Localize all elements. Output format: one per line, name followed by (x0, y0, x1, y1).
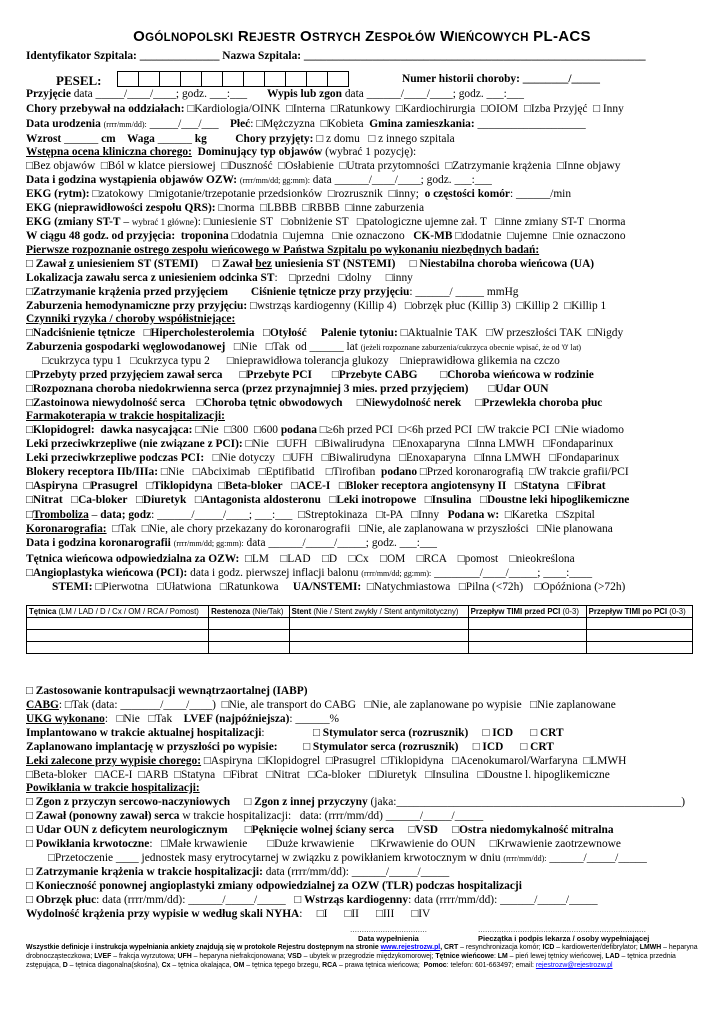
table-header-3: Przepływ TIMI przed PCI (0-3) (468, 606, 586, 618)
table-cell[interactable] (27, 642, 209, 654)
form-line-24[interactable]: □Rozpoznana choroba niedokrwienna serca (przez przynajmniej 3 mies. przed przyjęciem) □Udar OUN (26, 383, 549, 395)
form-line-54[interactable]: □ Obrzęk płuc: data (rrrr/mm/dd): ______/_____/_____ □ Wstrząs kardiogenny: data (rrrr/mm/dd): ______/_____/_____ (26, 894, 598, 906)
table-cell[interactable] (209, 642, 290, 654)
form-line-20[interactable]: □Nadciśnienie tętnicze □Hipercholesterolemia □Otyłość Palenie tytoniu: □Aktualnie TAK □W przeszłości TAK □Nigdy (26, 327, 624, 339)
form-line-44[interactable]: Leki zalecone przy wypisie chorego: □Aspiryna □Klopidogrel □Prasugrel □Tiklopidyna □Acenokumarol/Warfaryna □LMWH (26, 755, 627, 767)
fill-date-label: Data wypełnienia (358, 934, 419, 943)
form-line-41[interactable]: UKG wykonano: □Nie □Tak LVEF (najpóźniejsza): ______% (26, 713, 340, 725)
table-cell[interactable] (468, 618, 586, 630)
form-line-53[interactable]: □ Konieczność ponownej angioplastyki zmiany odpowiedzialnej za OZW (TLR) podczas hospitalizacji (26, 880, 522, 892)
form-line-40[interactable]: CABG: □Tak (data: _______/____/____) □Nie, ale transport do CABG □Nie, ale zaplanowane po wypisie □Nie zaplanowane (26, 699, 616, 711)
date-signature-line: …………………………… (350, 926, 427, 934)
form-line-5[interactable]: Data urodzenia (rrrr/mm/dd): _____/___/___ Płeć: □Mężczyzna □Kobieta Gmina zamieszkania: ___________________ (26, 118, 586, 130)
table-cell[interactable] (586, 630, 692, 642)
form-line-17[interactable]: □Zatrzymanie krążenia przed przyjęciem Ciśnienie tętnicze przy przyjęciu: ______/ _____ mmHg (26, 286, 519, 298)
form-line-22[interactable]: □cukrzyca typu 1 □cukrzyca typu 2 □nieprawidłowa tolerancja glukozy □nieprawidłowa glikemia na czczo (42, 355, 560, 367)
table-cell[interactable] (289, 618, 468, 630)
form-line-7[interactable]: Wstępna ocena kliniczna chorego: Dominujący typ objawów (wybrać 1 pozycję): (26, 146, 417, 158)
form-line-27[interactable]: □Klopidogrel: dawka nasycająca: □Nie □300 □600 podana □≥6h przed PCI □<6h przed PCI □W trakcie PCI □Nie wiadomo (26, 424, 624, 436)
form-line-14[interactable]: Pierwsze rozpoznanie ostrego zespołu wieńcowego w Państwa Szpitalu po wykonaniu niezbędnych badań: (26, 244, 540, 256)
form-line-23[interactable]: □Przebyty przed przyjęciem zawał serca □Przebyte PCI □Przebyte CABG □Choroba wieńcowa w rodzinie (26, 369, 594, 381)
form-line-31[interactable]: □Aspiryna □Prasugrel □Tiklopidyna □Beta-bloker □ACE-I □Bloker receptora angiotensyny II □Statyna □Fibrat (26, 480, 606, 492)
form-line-33[interactable]: □Tromboliza – data; godz: ______/_____/____; ___:___ □Streptokinaza □t-PA □Inny Podana w: □Karetka □Szpital (26, 509, 595, 521)
stamp-signature-label: Pieczątka i podpis lekarza / osoby wypełniającej (478, 934, 650, 943)
table-header-0: Tętnica (LM / LAD / D / Cx / OM / RCA / Pomost) (27, 606, 209, 618)
form-line-15[interactable]: □ Zawał z uniesieniem ST (STEMI) □ Zawał bez uniesienia ST (NSTEMI) □ Niestabilna choroba wieńcowa (UA) (26, 258, 595, 270)
form-line-26[interactable]: Farmakoterapia w trakcie hospitalizacji: (26, 410, 225, 422)
table-row[interactable] (27, 618, 693, 630)
form-line-29[interactable]: Leki przeciwkrzepliwe podczas PCI: □Nie dotyczy □UFH □Biwalirudyna □Enoxaparyna □Inna LMWH □Fondaparinux (26, 452, 620, 464)
form-line-3[interactable]: Przyjęcie data _____/____/____; godz. ___:___ Wypis lub zgon data ______/____/____; godz. ___:___ (26, 88, 524, 100)
form-line-11[interactable]: EKG (nieprawidłowości zespołu QRS): □norma □LBBB □RBBB □inne zaburzenia (26, 202, 425, 214)
form-line-55[interactable]: Wydolność krążenia przy wypisie w według skali NYHA: □I □II □III □IV (26, 908, 431, 920)
table-header-2: Stent (Nie / Stent zwykły / Stent antymitotyczny) (289, 606, 468, 618)
form-line-13[interactable]: W ciągu 48 godz. od przyjęcia: troponina □dodatnia □ujemna □nie oznaczono CK-MB □dodatnie □ujemne □nie oznaczono (26, 230, 626, 242)
form-line-42[interactable]: Implantowano w trakcie aktualnej hospitalizacji: □ Stymulator serca (rozrusznik) □ ICD □ CRT (26, 727, 564, 739)
table-row[interactable] (27, 630, 693, 642)
pci-vessel-table (26, 605, 693, 654)
form-line-4[interactable]: Chory przebywał na oddziałach: □Kardiologia/OINK □Interna □Ratunkowy □Kardiochirurgia □OIOM □Izba Przyjęć □ Inny (26, 103, 624, 115)
form-line-25[interactable]: □Zastoinowa niewydolność serca □Choroba tętnic obwodowych □Niewydolność nerek □Przewlekła choroba płuc (26, 397, 603, 409)
table-cell[interactable] (586, 642, 692, 654)
form-line-19[interactable]: Czynniki ryzyka / choroby współistniejące: (26, 313, 236, 325)
form-line-16[interactable]: Lokalizacja zawału serca z uniesieniem odcinka ST: □przedni □dolny □inny (26, 272, 413, 284)
form-line-2[interactable]: Numer historii choroby: ________/_____ (402, 73, 600, 85)
form-line-45[interactable]: □Beta-bloker □ACE-I □ARB □Statyna □Fibrat □Nitrat □Ca-bloker □Diuretyk □Insulina □Doustne l. hipoglikemiczne (26, 769, 610, 781)
form-line-35[interactable]: Data i godzina koronarografii (rrrr/mm/dd; gg:mm): data ______/_____/_____; godz. ___:___ (26, 537, 437, 549)
form-line-43[interactable]: Zaplanowano implantację w przyszłości po wypisie: □ Stymulator serca (rozrusznik) □ ICD □ CRT (26, 741, 554, 753)
form-line-48[interactable]: □ Zawał (ponowny zawał) serca w trakcie hospitalizacji: data: (rrrr/mm/dd) ______/_____/_____ (26, 810, 484, 822)
form-line-37[interactable]: □Angioplastyka wieńcowa (PCI): data i godz. pierwszej inflacji balonu (rrrr/mm/dd; gg:mm): ________/____/_____; ____:____ (26, 567, 593, 579)
form-title: OGÓLNOPOLSKI REJESTR OSTRYCH ZESPOŁÓW WIEŃCOWYCH PL-ACS (133, 28, 591, 45)
form-line-38[interactable]: STEMI: □Pierwotna □Ułatwiona □Ratunkowa UA/NSTEMI: □Natychmiastowa □Pilna (<72h) □Opóźniona (>72h) (52, 581, 626, 593)
stamp-signature-line: ……………………………………………………………… (478, 926, 646, 934)
form-line-50[interactable]: □ Powikłania krwotoczne: □Małe krwawienie □Duże krwawienie □Krwawienie do OUN □Krwawienie zaotrzewnowe (26, 838, 621, 850)
form-line-47[interactable]: □ Zgon z przyczyn sercowo-naczyniowych □ Zgon z innej przyczyny (jaka:__________________________________________________) (26, 796, 685, 808)
table-cell[interactable] (209, 618, 290, 630)
table-cell[interactable] (27, 618, 209, 630)
table-cell[interactable] (27, 630, 209, 642)
table-cell[interactable] (468, 630, 586, 642)
table-cell[interactable] (586, 618, 692, 630)
form-line-49[interactable]: □ Udar OUN z deficytem neurologicznym □Pęknięcie wolnej ściany serca □VSD □Ostra niedomykalność mitralna (26, 824, 614, 836)
table-header-1: Restenoza (Nie/Tak) (209, 606, 290, 618)
form-line-8[interactable]: □Bez objawów □Ból w klatce piersiowej □Duszność □Osłabienie □Utrata przytomności □Zatrzymanie krążenia □Inne objawy (26, 160, 621, 172)
form-line-52[interactable]: □ Zatrzymanie krążenia w trakcie hospitalizacji: data (rrrr/mm/dd): ______/_____/_____ (26, 866, 450, 878)
form-line-39[interactable]: □ Zastosowanie kontrapulsacji wewnątrzaortalnej (IABP) (26, 685, 308, 697)
form-line-12[interactable]: EKG (zmiany ST-T – wybrać 1 główne): □uniesienie ST □obniżenie ST □patologiczne ujemne zał. T □inne zmiany ST-T □norma (26, 216, 626, 228)
form-line-10[interactable]: EKG (rytm): □zatokowy □migotanie/trzepotanie przedsionków □rozrusznik □inny; o częstości komór: ______/min (26, 188, 572, 200)
table-cell[interactable] (468, 642, 586, 654)
table-row[interactable] (27, 642, 693, 654)
table-cell[interactable] (289, 642, 468, 654)
form-line-21[interactable]: Zaburzenia gospodarki węglowodanowej □Nie □Tak od ______ lat (jeżeli rozpoznane zaburzenia/cukrzyca obecnie wpisać, że od '0' lat) (26, 341, 582, 353)
pesel-label: PESEL: (56, 73, 102, 88)
form-line-32[interactable]: □Nitrat □Ca-bloker □Diuretyk □Antagonista aldosteronu □Leki inotropowe □Insulina □Doustne leki hipoglikemiczne (26, 494, 630, 506)
form-line-1[interactable]: Identyfikator Szpitala: ______________ Nazwa Szpitala: ____________________________________________________________ (26, 50, 646, 62)
form-line-51[interactable]: □Przetoczenie ____ jednostek masy erytrocytarnej w związku z powikłaniem krwotocznym w dniu (rrrr/mm/dd): ______/_____/_____ (48, 852, 647, 864)
form-line-34[interactable]: Koronarografia: □Tak □Nie, ale chory przekazany do koronarografii □Nie, ale zaplanowana w przyszłości □Nie planowana (26, 523, 613, 535)
table-cell[interactable] (289, 630, 468, 642)
form-line-30[interactable]: Blokery receptora IIb/IIIa: □Nie □Abciximab □Eptifibatid □Tirofiban podano □Przed koronarografią □W trakcie grafii/PCI (26, 466, 629, 478)
footer-definitions: Wszystkie definicje i instrukcja wypełniania ankiety znajdują się w protokole Rejestru dostępnym na stronie www.rejestrozw.pl, CRT – resynchronizacja komór; ICD – kardiowerter/defibrylator; LMWH – heparyna drobnocząsteczkowa; LVEF – frakcja wyrzutowa; UFH – heparyna niefrakcjonowana; VSD – ubytek w przegrodzie międzykomorowej; Tętnice wieńcowe: LM – pień lewej tętnicy wieńcowej, LAD – tętnica przednia zstępująca, D – tętnica diagonalna(skośna), Cx – tętnica okalająca, OM – tętnica tępego brzegu, RCA – prawa tętnica wieńcowa; Pomoc: telefon: 601-663497; email: rejestrozw@rejestrozw.pl (26, 944, 698, 969)
form-line-9[interactable]: Data i godzina wystąpienia objawów OZW: (rrrr/mm/dd; gg:mm): data ______/____/____; godz. ___:___ (26, 174, 492, 186)
form-line-6[interactable]: Wzrost ______ cm Waga ______ kg Chory przyjęty: □ z domu □ z innego szpitala (26, 133, 455, 145)
table-header-4: Przepływ TIMI po PCI (0-3) (586, 606, 692, 618)
form-line-18[interactable]: Zaburzenia hemodynamiczne przy przyjęciu: □wstrząs kardiogenny (Killip 4) □obrzęk płuc (Killip 3) □Killip 2 □Killip 1 (26, 300, 607, 312)
form-line-28[interactable]: Leki przeciwkrzepliwe (nie związane z PCI): □Nie □UFH □Biwalirudyna □Enoxaparyna □Inna LMWH □Fondaparinux (26, 438, 614, 450)
form-line-46[interactable]: Powikłania w trakcie hospitalizacji: (26, 782, 200, 794)
form-line-36[interactable]: Tętnica wieńcowa odpowiedzialna za OZW: □LM □LAD □D □Cx □OM □RCA □pomost □nieokreślona (26, 553, 575, 565)
table-cell[interactable] (209, 630, 290, 642)
